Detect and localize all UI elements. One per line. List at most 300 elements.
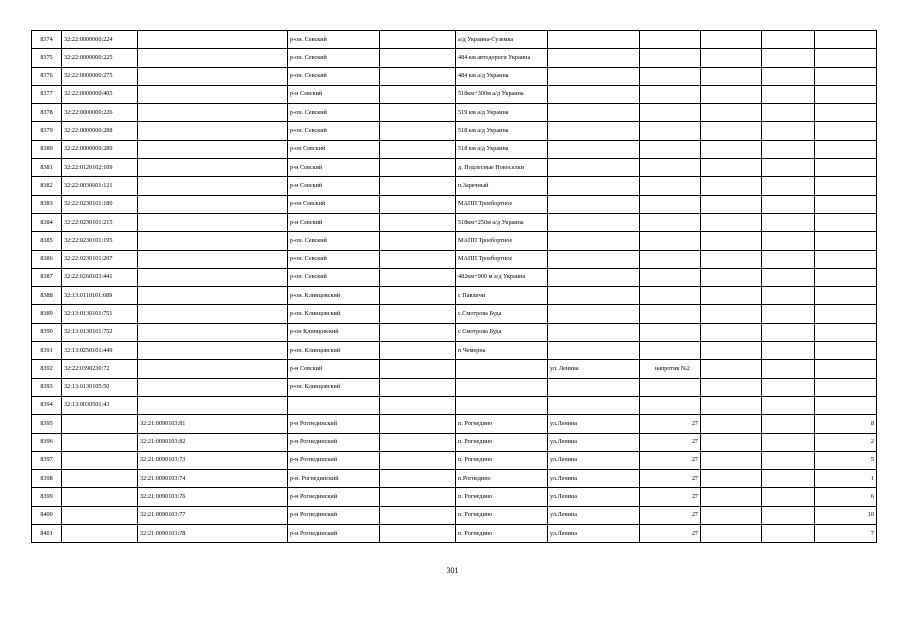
cell-street xyxy=(548,31,640,49)
cell-settlement-type xyxy=(380,433,456,451)
cell-cadastral-number-alt xyxy=(138,67,288,85)
table-row xyxy=(32,323,877,341)
cell-building xyxy=(701,287,762,305)
cell-cadastral-number: 32:22:0000000:225 xyxy=(62,49,138,67)
cell-room: 8 xyxy=(815,415,877,433)
cell-cadastral-number xyxy=(62,433,138,451)
cell-locality: МАПП Троебортное xyxy=(456,250,548,268)
cell-apartment xyxy=(762,31,815,49)
cell-row-number: 8376 xyxy=(32,67,62,85)
table-row xyxy=(32,232,877,250)
cell-settlement-type xyxy=(380,451,456,469)
cell-row-number: 8380 xyxy=(32,140,62,158)
cell-row-number: 8393 xyxy=(32,378,62,396)
table-row xyxy=(32,360,877,378)
cell-street xyxy=(548,305,640,323)
cell-district: р-он Клинцовский xyxy=(288,323,380,341)
cell-district: р-н Рогнединский xyxy=(288,525,380,543)
cell-settlement-type xyxy=(380,85,456,103)
cell-row-number: 8381 xyxy=(32,159,62,177)
cell-house xyxy=(640,49,701,67)
cell-building xyxy=(701,433,762,451)
cell-room xyxy=(815,104,877,122)
cell-cadastral-number-alt xyxy=(138,195,288,213)
cell-settlement-type xyxy=(380,177,456,195)
cell-district: р-н Рогнединский xyxy=(288,415,380,433)
cell-room xyxy=(815,140,877,158)
cell-building xyxy=(701,140,762,158)
cell-row-number: 8394 xyxy=(32,396,62,414)
cell-district: р-н Севский xyxy=(288,360,380,378)
cell-street xyxy=(548,67,640,85)
table-row xyxy=(32,104,877,122)
cell-settlement-type xyxy=(380,159,456,177)
cell-district: р-он. Клинцовский xyxy=(288,305,380,323)
cell-room xyxy=(815,342,877,360)
cell-room xyxy=(815,213,877,231)
cell-house xyxy=(640,232,701,250)
cell-cadastral-number xyxy=(62,506,138,524)
registry-table-body xyxy=(32,31,877,543)
cell-apartment xyxy=(762,49,815,67)
cell-apartment xyxy=(762,342,815,360)
cell-building xyxy=(701,232,762,250)
cell-settlement-type xyxy=(380,323,456,341)
cell-settlement-type xyxy=(380,525,456,543)
cell-cadastral-number: 32:22:0230101:215 xyxy=(62,213,138,231)
cell-settlement-type xyxy=(380,506,456,524)
cell-cadastral-number-alt xyxy=(138,49,288,67)
cell-cadastral-number: 32:22:0000000:289 xyxy=(62,140,138,158)
table-row xyxy=(32,415,877,433)
cell-cadastral-number xyxy=(62,451,138,469)
cell-building xyxy=(701,31,762,49)
cell-house: 27 xyxy=(640,433,701,451)
cell-building xyxy=(701,305,762,323)
cell-street xyxy=(548,85,640,103)
table-row xyxy=(32,31,877,49)
cell-street xyxy=(548,396,640,414)
cell-district: р-н. Рогнединский xyxy=(288,470,380,488)
cell-row-number: 8374 xyxy=(32,31,62,49)
cell-apartment xyxy=(762,451,815,469)
cell-room xyxy=(815,31,877,49)
cell-settlement-type xyxy=(380,195,456,213)
cell-district: р-он. Севский xyxy=(288,250,380,268)
cell-street: ул. Ленина xyxy=(548,360,640,378)
cell-cadastral-number: 32:22:0390230:72 xyxy=(62,360,138,378)
cell-row-number: 8397 xyxy=(32,451,62,469)
table-row xyxy=(32,470,877,488)
cell-row-number: 8400 xyxy=(32,506,62,524)
cell-district: р-он. Севский xyxy=(288,31,380,49)
cell-locality: МАПП Троебортное xyxy=(456,232,548,250)
cell-cadastral-number-alt: 32:21:0090103:82 xyxy=(138,433,288,451)
cell-cadastral-number: 32:22:0000000:405 xyxy=(62,85,138,103)
cell-cadastral-number-alt xyxy=(138,213,288,231)
cell-cadastral-number-alt xyxy=(138,177,288,195)
cell-cadastral-number: 32:13:0030501:43 xyxy=(62,396,138,414)
cell-house xyxy=(640,213,701,231)
cell-cadastral-number: 32:22:0000000:288 xyxy=(62,122,138,140)
cell-house: 27 xyxy=(640,415,701,433)
cell-settlement-type xyxy=(380,268,456,286)
cell-building xyxy=(701,378,762,396)
cell-room xyxy=(815,177,877,195)
cell-row-number: 8375 xyxy=(32,49,62,67)
cell-building xyxy=(701,506,762,524)
cell-district: р-он. Севский xyxy=(288,49,380,67)
cell-locality: п.Заречный xyxy=(456,177,548,195)
cell-house xyxy=(640,323,701,341)
table-row xyxy=(32,122,877,140)
table-row xyxy=(32,159,877,177)
cell-house xyxy=(640,378,701,396)
cell-street xyxy=(548,213,640,231)
cell-room xyxy=(815,85,877,103)
cell-locality: с.Смотрова Буда xyxy=(456,305,548,323)
cell-cadastral-number-alt: 32:21:0090103:77 xyxy=(138,506,288,524)
cell-locality: с Смотрова Буда xyxy=(456,323,548,341)
page-number: 301 xyxy=(446,566,459,575)
table-row xyxy=(32,525,877,543)
cell-cadastral-number: 32:22:0030601:121 xyxy=(62,177,138,195)
cell-apartment xyxy=(762,305,815,323)
cell-row-number: 8401 xyxy=(32,525,62,543)
cell-cadastral-number-alt: 32:21:0090103:73 xyxy=(138,451,288,469)
cell-settlement-type xyxy=(380,342,456,360)
table-row xyxy=(32,305,877,323)
cell-row-number: 8387 xyxy=(32,268,62,286)
cell-cadastral-number: 32:13:0250101:449 xyxy=(62,342,138,360)
cell-locality: 518 км а/д Украина xyxy=(456,122,548,140)
cell-apartment xyxy=(762,378,815,396)
cell-house xyxy=(640,360,701,378)
cell-room xyxy=(815,378,877,396)
cell-locality: п. Рогнедино xyxy=(456,525,548,543)
cell-locality: с Павличи xyxy=(456,287,548,305)
cell-building xyxy=(701,85,762,103)
cell-street: ул.Ленина xyxy=(548,488,640,506)
cell-settlement-type xyxy=(380,415,456,433)
table-row xyxy=(32,506,877,524)
cell-locality: 518 км а/д Украина xyxy=(456,140,548,158)
cell-room xyxy=(815,360,877,378)
cell-locality xyxy=(456,360,548,378)
cell-room xyxy=(815,250,877,268)
cell-cadastral-number-alt xyxy=(138,360,288,378)
cell-street: ул.Ленина xyxy=(548,470,640,488)
cell-row-number: 8378 xyxy=(32,104,62,122)
cell-house: 27 xyxy=(640,506,701,524)
cell-cadastral-number-alt xyxy=(138,323,288,341)
table-row xyxy=(32,85,877,103)
cell-street xyxy=(548,122,640,140)
cell-row-number: 8389 xyxy=(32,305,62,323)
cell-locality: 482км+900 м а/д Украина xyxy=(456,268,548,286)
cell-apartment xyxy=(762,470,815,488)
cell-cadastral-number xyxy=(62,488,138,506)
cell-building xyxy=(701,415,762,433)
cell-room xyxy=(815,396,877,414)
cell-locality: 484 км автодороги Украина xyxy=(456,49,548,67)
cell-apartment xyxy=(762,232,815,250)
cell-room xyxy=(815,159,877,177)
cell-street: ул.Ленина xyxy=(548,525,640,543)
cell-district: р-он. Севский xyxy=(288,232,380,250)
table-row xyxy=(32,195,877,213)
cell-cadastral-number-alt: 32:21:0090103:78 xyxy=(138,525,288,543)
cell-district: р-н Севский xyxy=(288,177,380,195)
cell-street xyxy=(548,268,640,286)
cell-room: 6 xyxy=(815,488,877,506)
cell-cadastral-number-alt xyxy=(138,250,288,268)
cell-settlement-type xyxy=(380,49,456,67)
cell-district: р-он. Клинцовский xyxy=(288,287,380,305)
cell-row-number: 8386 xyxy=(32,250,62,268)
cell-settlement-type xyxy=(380,250,456,268)
cell-building xyxy=(701,213,762,231)
cell-apartment xyxy=(762,213,815,231)
cell-row-number: 8377 xyxy=(32,85,62,103)
cell-building xyxy=(701,159,762,177)
cell-cadastral-number-alt xyxy=(138,232,288,250)
cell-building xyxy=(701,195,762,213)
cell-street xyxy=(548,140,640,158)
cell-locality: д. Подлесные Новоселки xyxy=(456,159,548,177)
cell-row-number: 8385 xyxy=(32,232,62,250)
cell-building xyxy=(701,250,762,268)
cell-cadastral-number-alt xyxy=(138,31,288,49)
cell-room xyxy=(815,67,877,85)
cell-house: 27 xyxy=(640,525,701,543)
cell-street xyxy=(548,342,640,360)
cell-settlement-type xyxy=(380,287,456,305)
table-row xyxy=(32,433,877,451)
cell-locality xyxy=(456,378,548,396)
cell-building xyxy=(701,470,762,488)
cell-locality: 484 км а/д Украина xyxy=(456,67,548,85)
cell-cadastral-number: 32:22:0230101:195 xyxy=(62,232,138,250)
cell-room xyxy=(815,49,877,67)
cell-cadastral-number-alt xyxy=(138,342,288,360)
cell-apartment xyxy=(762,488,815,506)
cell-note: напротив №2 xyxy=(655,364,690,372)
cell-settlement-type xyxy=(380,396,456,414)
cell-district: р-он. Севский xyxy=(288,122,380,140)
cell-row-number: 8396 xyxy=(32,433,62,451)
cell-house xyxy=(640,104,701,122)
cell-district: р-н Севский xyxy=(288,85,380,103)
cell-building xyxy=(701,342,762,360)
table-row xyxy=(32,250,877,268)
cell-locality: п. Рогнедино xyxy=(456,451,548,469)
cell-apartment xyxy=(762,396,815,414)
cell-room: 5 xyxy=(815,451,877,469)
cell-street xyxy=(548,287,640,305)
cell-locality: п. Рогнедино xyxy=(456,415,548,433)
cell-district: р-н Севский xyxy=(288,159,380,177)
cell-settlement-type xyxy=(380,488,456,506)
cell-house: 27 xyxy=(640,470,701,488)
cell-cadastral-number xyxy=(62,415,138,433)
cell-building xyxy=(701,67,762,85)
cell-locality: МАПП Троебортное xyxy=(456,195,548,213)
cell-locality: 519 км а/д Украина xyxy=(456,104,548,122)
cell-settlement-type xyxy=(380,140,456,158)
cell-cadastral-number-alt xyxy=(138,104,288,122)
cell-building xyxy=(701,525,762,543)
cell-street: ул.Ленина xyxy=(548,433,640,451)
cell-building xyxy=(701,122,762,140)
cell-room xyxy=(815,268,877,286)
cell-row-number: 8382 xyxy=(32,177,62,195)
cell-street: ул.Ленина xyxy=(548,415,640,433)
cell-settlement-type xyxy=(380,67,456,85)
registry-table xyxy=(31,30,877,543)
cell-apartment xyxy=(762,323,815,341)
table-row xyxy=(32,488,877,506)
cell-street xyxy=(548,177,640,195)
cell-district: р-он. Клинцовский xyxy=(288,378,380,396)
cell-locality: п.Рогнедино xyxy=(456,470,548,488)
cell-house xyxy=(640,67,701,85)
cell-cadastral-number: 32:22:0260103:441 xyxy=(62,268,138,286)
cell-apartment xyxy=(762,506,815,524)
cell-district: р-н Рогнединский xyxy=(288,451,380,469)
cell-district: р-он. Севский xyxy=(288,104,380,122)
table-row xyxy=(32,140,877,158)
cell-row-number: 8390 xyxy=(32,323,62,341)
table-row xyxy=(32,49,877,67)
cell-apartment xyxy=(762,433,815,451)
cell-cadastral-number-alt: 32:21:0090103:76 xyxy=(138,488,288,506)
cell-house xyxy=(640,305,701,323)
cell-locality: а/д Украина-Суземка xyxy=(456,31,548,49)
cell-cadastral-number xyxy=(62,525,138,543)
cell-settlement-type xyxy=(380,232,456,250)
cell-street xyxy=(548,159,640,177)
table-row xyxy=(32,378,877,396)
cell-room: 1 xyxy=(815,470,877,488)
cell-settlement-type xyxy=(380,122,456,140)
cell-house xyxy=(640,177,701,195)
cell-district: р-он Севский xyxy=(288,195,380,213)
cell-house xyxy=(640,85,701,103)
cell-apartment xyxy=(762,67,815,85)
cell-cadastral-number: 32:22:0230101:180 xyxy=(62,195,138,213)
cell-apartment xyxy=(762,268,815,286)
cell-district: р-он Севский xyxy=(288,140,380,158)
cell-room xyxy=(815,305,877,323)
cell-room xyxy=(815,287,877,305)
cell-house xyxy=(640,195,701,213)
cell-building xyxy=(701,396,762,414)
cell-building xyxy=(701,177,762,195)
cell-settlement-type xyxy=(380,378,456,396)
cell-apartment xyxy=(762,415,815,433)
cell-settlement-type xyxy=(380,31,456,49)
cell-row-number: 8395 xyxy=(32,415,62,433)
cell-house xyxy=(640,159,701,177)
cell-street xyxy=(548,232,640,250)
cell-house: 27 xyxy=(640,451,701,469)
table-row xyxy=(32,287,877,305)
cell-cadastral-number: 32:22:0000000:275 xyxy=(62,67,138,85)
cell-row-number: 8399 xyxy=(32,488,62,506)
cell-settlement-type xyxy=(380,305,456,323)
cell-apartment xyxy=(762,159,815,177)
cell-house xyxy=(640,31,701,49)
cell-street: ул.Ленина xyxy=(548,451,640,469)
cell-district: р-н Рогнединский xyxy=(288,488,380,506)
cell-row-number: 8383 xyxy=(32,195,62,213)
cell-district xyxy=(288,396,380,414)
cell-cadastral-number: 32:22:0000000:224 xyxy=(62,31,138,49)
cell-apartment xyxy=(762,140,815,158)
cell-street xyxy=(548,195,640,213)
cell-row-number: 8379 xyxy=(32,122,62,140)
table-row xyxy=(32,342,877,360)
cell-cadastral-number-alt xyxy=(138,122,288,140)
cell-apartment xyxy=(762,85,815,103)
cell-district: р-н Севский xyxy=(288,213,380,231)
cell-locality: п Чемерна xyxy=(456,342,548,360)
cell-house xyxy=(640,140,701,158)
cell-building xyxy=(701,488,762,506)
cell-house xyxy=(640,250,701,268)
cell-cadastral-number-alt xyxy=(138,378,288,396)
cell-cadastral-number-alt xyxy=(138,159,288,177)
cell-cadastral-number-alt: 32:21:0090103:81 xyxy=(138,415,288,433)
table-row xyxy=(32,451,877,469)
cell-cadastral-number-alt xyxy=(138,396,288,414)
cell-street xyxy=(548,378,640,396)
cell-apartment xyxy=(762,195,815,213)
cell-apartment xyxy=(762,287,815,305)
cell-building xyxy=(701,451,762,469)
cell-district: р-н Рогнединский xyxy=(288,506,380,524)
cell-street xyxy=(548,250,640,268)
cell-apartment xyxy=(762,177,815,195)
cell-district: р-он. Севский xyxy=(288,67,380,85)
cell-settlement-type xyxy=(380,360,456,378)
cell-room xyxy=(815,323,877,341)
cell-locality: п. Рогнедино xyxy=(456,488,548,506)
table-row xyxy=(32,268,877,286)
cell-locality: п. Рогнедино xyxy=(456,506,548,524)
cell-row-number: 8398 xyxy=(32,470,62,488)
cell-street xyxy=(548,323,640,341)
cell-settlement-type xyxy=(380,470,456,488)
cell-apartment xyxy=(762,360,815,378)
cell-cadastral-number-alt xyxy=(138,140,288,158)
cell-locality: 518км+300м а/д Украина xyxy=(456,85,548,103)
cell-row-number: 8388 xyxy=(32,287,62,305)
cell-cadastral-number: 32:22:0120102:109 xyxy=(62,159,138,177)
cell-building xyxy=(701,323,762,341)
cell-room xyxy=(815,232,877,250)
cell-settlement-type xyxy=(380,104,456,122)
cell-apartment xyxy=(762,250,815,268)
cell-row-number: 8391 xyxy=(32,342,62,360)
table-row xyxy=(32,177,877,195)
table-row xyxy=(32,396,877,414)
cell-room xyxy=(815,195,877,213)
cell-cadastral-number-alt: 32:21:0090103:74 xyxy=(138,470,288,488)
cell-locality xyxy=(456,396,548,414)
cell-cadastral-number-alt xyxy=(138,85,288,103)
